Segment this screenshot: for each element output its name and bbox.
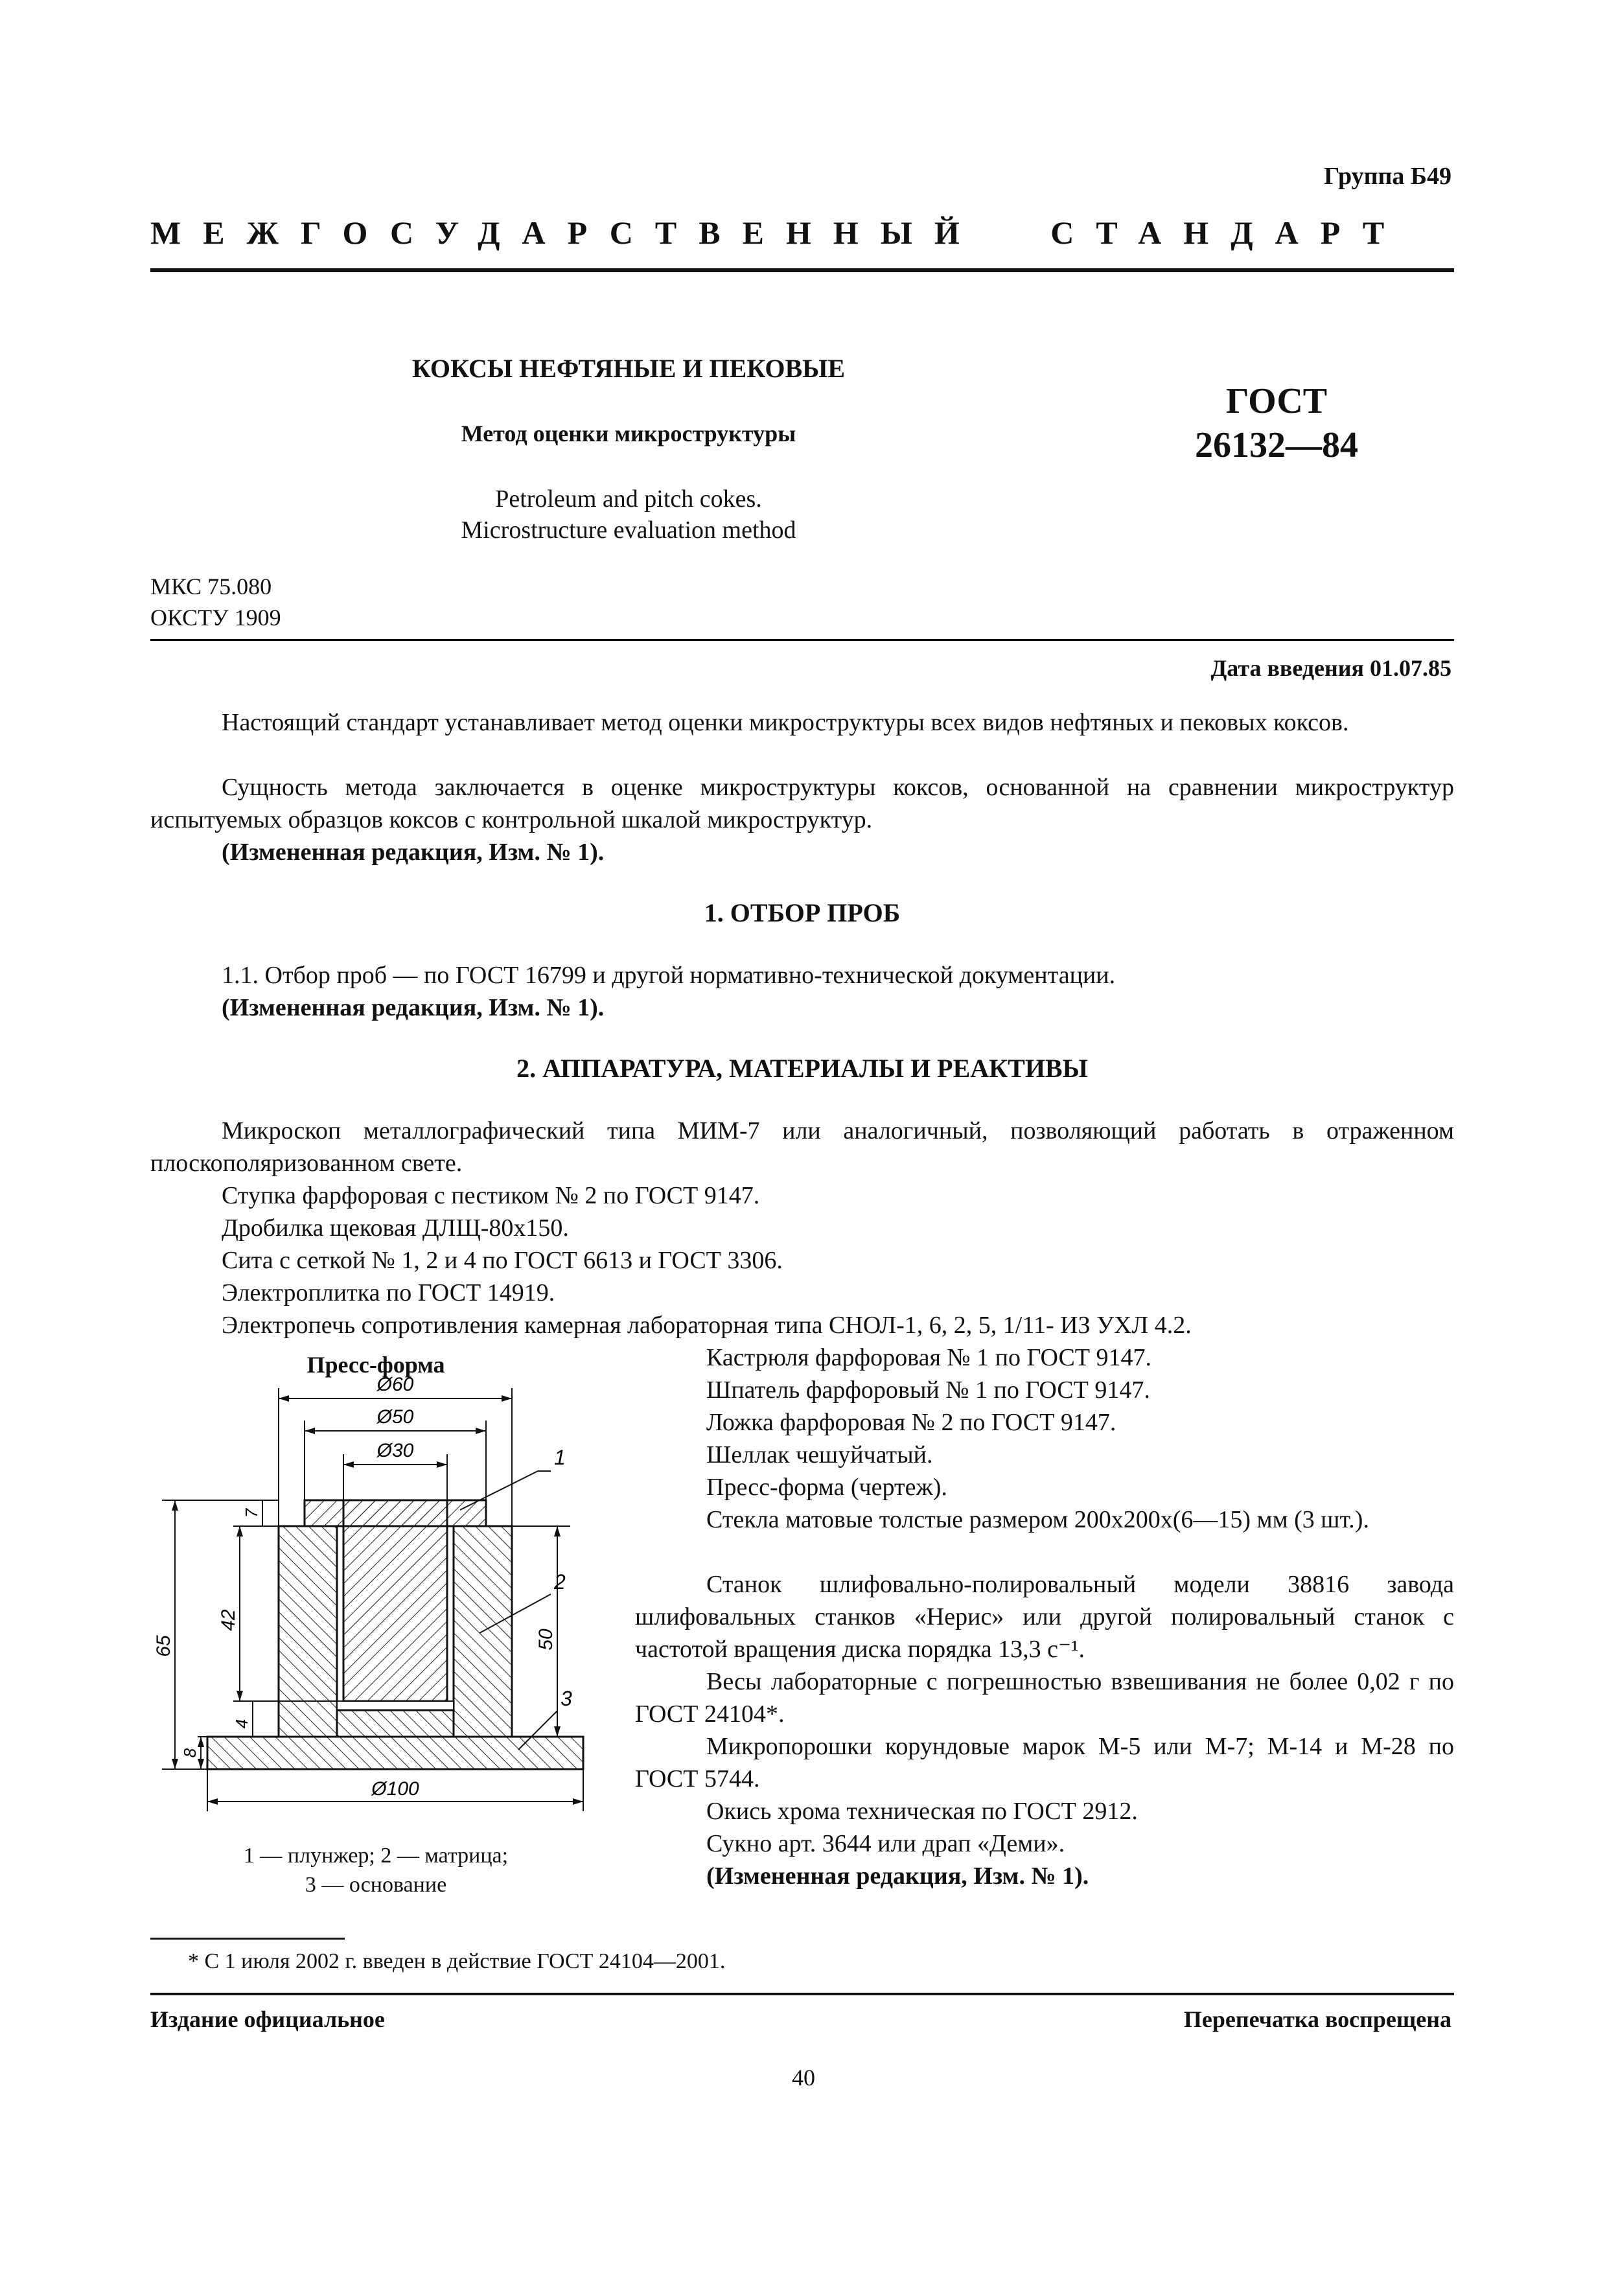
section-1-heading: 1. ОТБОР ПРОБ xyxy=(704,898,901,927)
section-2-item: Электропечь сопротивления камерная лабораторная типа СНОЛ-1, 6, 2, 5, 1/11- ИЗ УХЛ 4.2. xyxy=(222,1312,1192,1339)
column-item xyxy=(635,1827,1454,1860)
section-2-heading: 2. АППАРАТУРА, МАТЕРИАЛЫ И РЕАКТИВЫ xyxy=(516,1054,1088,1083)
column-item xyxy=(635,1341,1454,1374)
column-item xyxy=(635,1665,1454,1730)
okstu-code: ОКСТУ 1909 xyxy=(150,605,281,631)
page-number: 40 xyxy=(792,2065,815,2091)
dim-d60: Ø60 xyxy=(376,1374,414,1395)
document-subtitle: Метод оценки микроструктуры xyxy=(461,421,796,446)
mks-code: МКС 75.080 xyxy=(150,574,272,599)
column-item-text: Шпатель фарфоровый № 1 по ГОСТ 9147. xyxy=(706,1376,1150,1404)
dim-h65: 65 xyxy=(153,1635,174,1657)
dim-h50: 50 xyxy=(535,1629,557,1651)
column-item-text: Окись хрома техническая по ГОСТ 2912. xyxy=(706,1798,1138,1825)
column-item xyxy=(635,1730,1454,1795)
dim-d30: Ø30 xyxy=(376,1440,414,1461)
column-item xyxy=(635,1568,1454,1665)
dim-h8: 8 xyxy=(180,1748,200,1758)
matrix-left-wall xyxy=(279,1526,337,1737)
column-item xyxy=(635,1439,1454,1471)
official-edition-label: Издание официальное xyxy=(150,2006,385,2032)
column-item xyxy=(635,1795,1454,1827)
column-item-text: Стекла матовые толстые размером 200х200х(6—15) мм (3 шт.). xyxy=(706,1506,1369,1533)
interstate-standard-banner: МЕЖГОСУДАРСТВЕННЫЙ СТАНДАРТ xyxy=(150,215,1407,251)
column-item-text: Кастрюля фарфоровая № 1 по ГОСТ 9147. xyxy=(706,1344,1152,1371)
section-2-item-text: Микроскоп металлографический типа МИМ-7 или аналогичный, позволяющий работать в отраженном плоскополяризованном свете. xyxy=(150,1117,1454,1177)
gost-number: 26132—84 xyxy=(1195,425,1358,465)
group-code: Группа Б49 xyxy=(1324,163,1451,190)
footnote: * С 1 июля 2002 г. введен в действие ГОСТ 24104—2001. xyxy=(188,1949,726,1973)
reprint-prohibited-label: Перепечатка воспрещена xyxy=(1183,2006,1451,2032)
codes-rule xyxy=(150,639,1454,641)
intro-amendment: (Измененная редакция, Изм. № 1). xyxy=(222,839,605,866)
sample-cavity xyxy=(337,1701,454,1710)
dim-d50: Ø50 xyxy=(376,1406,414,1428)
introduction-date: Дата введения 01.07.85 xyxy=(1210,655,1451,681)
header-rule xyxy=(150,268,1454,272)
english-title-line2: Microstructure evaluation method xyxy=(461,516,796,544)
column-item xyxy=(635,1374,1454,1406)
section-2-amendment-text: (Измененная редакция, Изм. № 1). xyxy=(706,1862,1089,1890)
column-item-text: Микропорошки корундовые марок М-5 или М-7; М-14 и М-28 по ГОСТ 5744. xyxy=(635,1733,1454,1792)
dim-d100: Ø100 xyxy=(371,1778,419,1800)
intro-paragraph-1 xyxy=(150,706,1454,739)
section-1-paragraph: 1.1. Отбор проб — по ГОСТ 16799 и другой нормативно-технической документации. xyxy=(222,962,1116,989)
footnote-rule xyxy=(150,1938,345,1940)
section-2-item: Дробилка щековая ДЛЩ-80х150. xyxy=(222,1214,569,1242)
matrix-inner-bottom xyxy=(337,1710,454,1737)
press-mold-drawing xyxy=(153,1348,596,1918)
document-title: КОКСЫ НЕФТЯНЫЕ И ПЕКОВЫЕ xyxy=(411,354,846,383)
figure-caption-line2: 3 — основание xyxy=(305,1873,447,1897)
callout-1: 1 xyxy=(554,1446,566,1469)
callout-2: 2 xyxy=(554,1570,566,1594)
section-2-amendment xyxy=(635,1860,1454,1892)
intro-paragraph-2-text: Сущность метода заключается в оценке микроструктуры коксов, основанной на сравнении микроструктур испытуемых образцов коксов с контрольной шкалой микроструктур. xyxy=(150,774,1454,833)
section-2-item: Сита с сеткой № 1, 2 и 4 по ГОСТ 6613 и ГОСТ 3306. xyxy=(222,1247,783,1274)
footer-rule xyxy=(150,1993,1454,1995)
column-item-text: Станок шлифовально-полировальный модели 38816 завода шлифовальных станков «Нерис» или другой полировальный станок с частотой вращения диска порядка 13,3 с⁻¹. xyxy=(635,1571,1454,1663)
plunger-body xyxy=(343,1500,447,1701)
intro-paragraph-2 xyxy=(150,771,1454,836)
figure-caption-line1: 1 — плунжер; 2 — матрица; xyxy=(243,1844,509,1868)
intro-paragraph-1-text: Настоящий стандарт устанавливает метод оценки микроструктуры всех видов нефтяных и пековых коксов. xyxy=(222,709,1349,736)
gost-label: ГОСТ xyxy=(1225,381,1328,421)
column-item-text: Весы лабораторные с погрешностью взвешивания не более 0,02 г по ГОСТ 24104*. xyxy=(635,1668,1454,1728)
dim-h42: 42 xyxy=(218,1609,239,1631)
section-2-item: Электроплитка по ГОСТ 14919. xyxy=(222,1279,555,1306)
column-item xyxy=(635,1471,1454,1503)
dim-h4: 4 xyxy=(232,1719,251,1729)
column-item-text: Сукно арт. 3644 или драп «Деми». xyxy=(706,1830,1065,1857)
column-item xyxy=(635,1406,1454,1439)
column-item xyxy=(635,1503,1454,1536)
column-item-text: Пресс-форма (чертеж). xyxy=(706,1474,947,1501)
section-1-amendment: (Измененная редакция, Изм. № 1). xyxy=(222,994,605,1021)
section-2-item: Ступка фарфоровая с пестиком № 2 по ГОСТ 9147. xyxy=(222,1182,760,1209)
gost-designation xyxy=(1166,379,1387,467)
figure-title: Пресс-форма xyxy=(306,1352,445,1378)
column-item-text: Ложка фарфоровая № 2 по ГОСТ 9147. xyxy=(706,1409,1116,1436)
english-title-line1: Petroleum and pitch cokes. xyxy=(495,485,762,513)
column-item-text: Шеллак чешуйчатый. xyxy=(706,1441,933,1468)
dim-h7: 7 xyxy=(242,1508,261,1518)
section-2-item xyxy=(150,1115,1454,1179)
callout-3: 3 xyxy=(561,1687,572,1710)
